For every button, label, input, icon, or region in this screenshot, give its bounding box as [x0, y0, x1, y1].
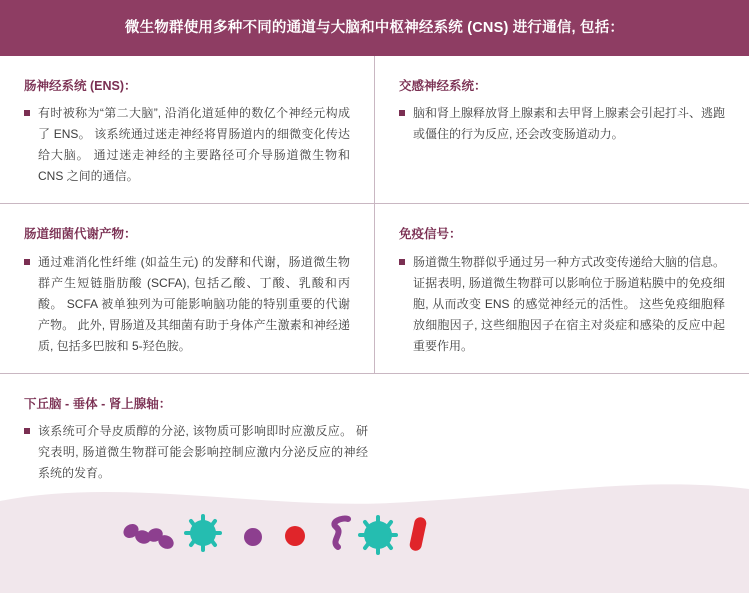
panel-immune-title: 免疫信号：	[399, 227, 462, 242]
panel-immune-bullet-text: 肠道微生物群似乎通过另一种方式改变传递给大脑的信息。 证据表明, 肠道微生物群可以影响位于肠道粘膜中的免疫细胞, 从而改变 ENS 的感觉神经元的活性。 这些免疫细胞释放细胞因子, 这些细胞因子在宿主对炎症和感染的反应中起重要作用。	[413, 254, 726, 353]
page-title: 微生物群使用多种不同的通道与大脑和中枢神经系统 (CNS) 进行通信, 包括：	[124, 19, 625, 36]
panel-immune-bullet	[399, 252, 725, 357]
spiky-round-teal-2-icon	[360, 517, 396, 553]
spiky-round-teal-icon	[186, 516, 220, 550]
panel-ens	[0, 56, 374, 203]
panel-hpa-axis-title: 下丘脑 - 垂体 - 肾上腺轴：	[24, 396, 172, 411]
panel-sympathetic-bullet	[399, 103, 725, 145]
panel-row-1	[0, 56, 749, 203]
header-banner	[0, 0, 749, 56]
bullet-square-icon	[399, 252, 408, 272]
panels-grid	[0, 56, 749, 500]
panel-sympathetic-bullet-text: 脑和肾上腺释放肾上腺素和去甲肾上腺素会引起打斗、逃跑或僵住的行为反应, 还会改变肠道动力。	[413, 106, 726, 142]
dot-red-icon	[285, 526, 305, 546]
dot-purple-icon	[244, 528, 262, 546]
panel-ens-bullet-text: 有时被称为“第二大脑”, 沿消化道延伸的数亿个神经元构成了 ENS。 该系统通过迷走神经将胃肠道内的细微变化传达给大脑。 通过迷走神经的主要路径可介导肠道微生物和 CNS 之间的通信。	[38, 106, 350, 184]
panel-metabolites-bullet-text: 通过难消化性纤维 (如益生元) 的发酵和代谢，肠道微生物群产生短链脂肪酸 (SCFA), 包括乙酸、丁酸、乳酸和丙酸。 SCFA 被单独列为可能影响脑功能的特别重要的代谢产物。 此外, 胃肠道及其细菌有助于身体产生激素和神经递质, 包括多巴胺和 5-羟色胺。	[38, 254, 350, 353]
gut-microbe-illustration	[0, 473, 749, 593]
panel-sympathetic	[374, 56, 749, 203]
bullet-square-icon	[24, 252, 33, 272]
panel-hpa-axis-bullet-text: 该系统可介导皮质醇的分泌, 该物质可影响即时应激反应。 研究表明, 肠道微生物群可能会影响控制应激内分泌反应的神经系统的发育。	[38, 423, 368, 480]
bullet-square-icon	[24, 421, 33, 441]
panel-ens-bullet	[24, 103, 350, 187]
bullet-square-icon	[399, 103, 408, 123]
bullet-square-icon	[24, 103, 33, 123]
panel-sympathetic-title: 交感神经系统：	[399, 79, 487, 93]
panel-metabolites	[0, 204, 374, 372]
panel-ens-title: 肠神经系统 (ENS)：	[24, 79, 137, 93]
panel-row-2	[0, 203, 749, 372]
panel-metabolites-bullet	[24, 252, 350, 357]
panel-immune	[374, 204, 749, 372]
panel-metabolites-title: 肠道细菌代谢产物：	[24, 227, 137, 242]
